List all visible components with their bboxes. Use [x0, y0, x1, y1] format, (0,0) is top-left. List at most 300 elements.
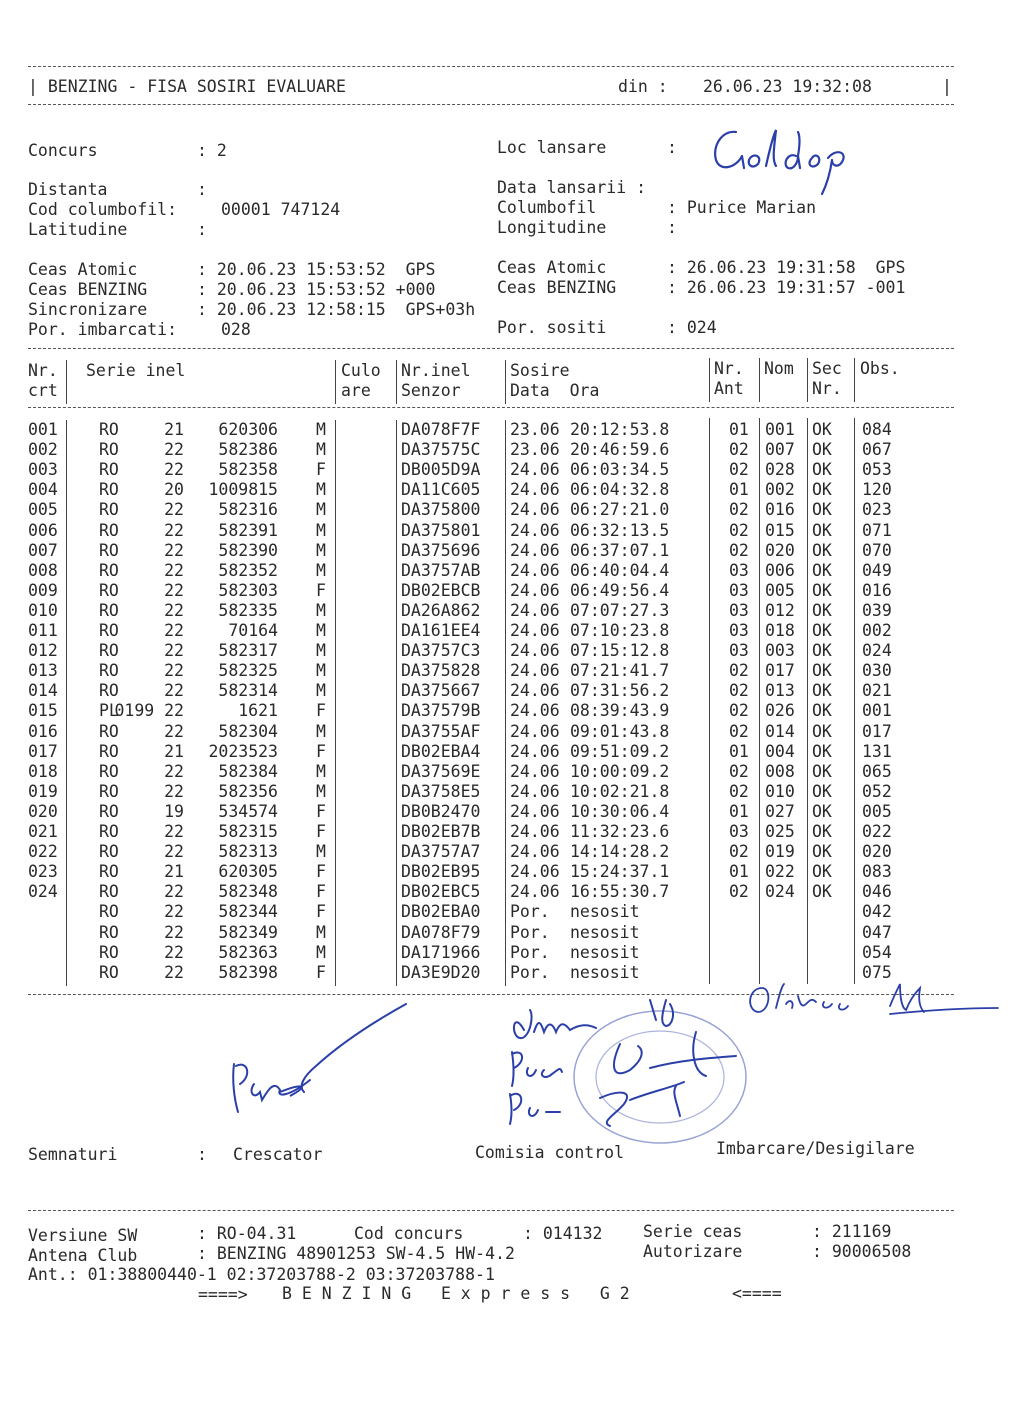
cell-senzor: DA3757C3: [401, 641, 481, 661]
hdr-rule-obs: [854, 358, 855, 402]
cell-obs: 016: [862, 580, 892, 600]
cell-sec: OK: [812, 580, 832, 600]
report-title: | BENZING - FISA SOSIRI EVALUARE: [28, 77, 346, 96]
cell-data: Por.: [510, 962, 550, 982]
cell-an: 21: [164, 862, 184, 882]
cell-nr: 024: [28, 882, 58, 902]
left-clock-label-3: Por. imbarcati:: [28, 320, 178, 339]
cell-data: 24.06: [510, 580, 560, 600]
cell-ora: 09:51:09.2: [570, 741, 670, 761]
cell-tara: PL: [99, 701, 119, 721]
cell-tara: RO: [99, 801, 119, 821]
cell-ant: 02: [729, 520, 749, 540]
cell-tara: RO: [99, 661, 119, 681]
data-lansarii-label: Data lansarii :: [497, 178, 647, 197]
cell-obs: 052: [862, 781, 892, 801]
cell-data: 24.06: [510, 701, 560, 721]
cell-sec: OK: [812, 822, 832, 841]
cell-senzor: DA3757A7: [401, 842, 481, 862]
cell-sex: M: [316, 681, 326, 701]
cell-nom: 006: [765, 560, 795, 580]
cell-data: 24.06: [510, 822, 560, 841]
cell-an: 22: [164, 721, 184, 741]
cell-ant: 02: [729, 681, 749, 701]
cell-tara: RO: [99, 600, 119, 620]
cell-senzor: DA3757AB: [401, 560, 481, 580]
cell-nr: 008: [28, 560, 58, 580]
cell-obs: 053: [862, 460, 892, 480]
cell-ant: 02: [729, 500, 749, 520]
cell-an: 22: [164, 500, 184, 520]
cell-tara: RO: [99, 781, 119, 801]
din-value: 26.06.23 19:32:08: [703, 77, 872, 96]
title-dash-line: [28, 104, 954, 105]
cell-senzor: DA375828: [401, 661, 481, 681]
longitudine-label: Longitudine: [497, 218, 607, 237]
cell-serie: 534574: [218, 801, 278, 821]
cell-tara: RO: [99, 902, 119, 922]
cell-nr: 017: [28, 741, 58, 761]
cell-sec: OK: [812, 701, 832, 721]
cell-an: 22: [164, 641, 184, 661]
cell-sex: M: [316, 842, 326, 862]
cell-data: 24.06: [510, 540, 560, 560]
cell-ora: 20:46:59.6: [570, 440, 670, 460]
footer-dash-line: [28, 1210, 954, 1211]
cell-nom: 005: [765, 580, 795, 600]
cell-senzor: DA375696: [401, 540, 481, 560]
cell-ant: 02: [729, 440, 749, 460]
cell-nr: 022: [28, 842, 58, 862]
left-clock-label-2: Sincronizare: [28, 300, 148, 319]
col-nr-header-1: Nr.: [28, 361, 58, 380]
cell-obs: 001: [862, 701, 892, 721]
cell-data: 24.06: [510, 801, 560, 821]
cell-nom: 020: [765, 540, 795, 560]
cod-concurs-value: : 014132: [523, 1224, 603, 1243]
cell-ant: 03: [729, 621, 749, 640]
cell-nr: 016: [28, 721, 58, 741]
cell-tara: RO: [99, 621, 119, 640]
cell-nom: 004: [765, 741, 795, 761]
cell-sec: OK: [812, 621, 832, 640]
top-dash-line: [28, 66, 954, 67]
cell-sex: M: [316, 661, 326, 681]
cell-sex: M: [316, 520, 326, 540]
cell-obs: 070: [862, 540, 892, 560]
cell-serie: 1009815: [208, 480, 278, 500]
cell-nr: 007: [28, 540, 58, 560]
cell-nr: 001: [28, 420, 58, 439]
cell-data: 24.06: [510, 781, 560, 801]
cell-sex: M: [316, 420, 326, 439]
cell-data: 24.06: [510, 520, 560, 540]
cell-an: 22: [164, 621, 184, 640]
cell-senzor: DA3E9D20: [401, 962, 481, 982]
cell-sex: M: [316, 500, 326, 520]
cell-nom: 017: [765, 661, 795, 681]
cell-ant: 03: [729, 600, 749, 620]
cell-senzor: DA37569E: [401, 761, 481, 781]
cell-tara: RO: [99, 440, 119, 460]
cell-ora: 10:00:09.2: [570, 761, 670, 781]
cell-sex: F: [316, 801, 326, 821]
table-row: [0, 661, 1024, 681]
cell-obs: 020: [862, 842, 892, 862]
cell-serie: 582317: [218, 641, 278, 661]
signature-comisia: [500, 996, 760, 1132]
cell-tara: RO: [99, 842, 119, 862]
loc-lansare-sep: :: [667, 138, 677, 157]
cell-tara: RO: [99, 741, 119, 761]
cell-tara: RO: [99, 460, 119, 480]
cell-an: 22: [164, 902, 184, 922]
cell-ant: 02: [729, 781, 749, 801]
cell-tara: RO: [99, 520, 119, 540]
cell-sex: M: [316, 761, 326, 781]
cell-sex: M: [316, 721, 326, 741]
cell-data: 24.06: [510, 842, 560, 862]
table-row: [0, 621, 1024, 641]
cell-sec: OK: [812, 420, 832, 439]
cell-nr: 005: [28, 500, 58, 520]
cell-sec: OK: [812, 460, 832, 480]
cell-obs: 071: [862, 520, 892, 540]
cell-data: 24.06: [510, 600, 560, 620]
cell-ora: 06:37:07.1: [570, 540, 670, 560]
cell-an: 22: [164, 600, 184, 620]
cell-tara: RO: [99, 761, 119, 781]
left-clock-label-1: Ceas BENZING: [28, 280, 148, 299]
cell-nr: 011: [28, 621, 58, 640]
longitudine-value: :: [667, 218, 677, 237]
cell-nom: 003: [765, 641, 795, 661]
cell-sec: OK: [812, 681, 832, 701]
cell-sec: OK: [812, 661, 832, 681]
cell-sex: M: [316, 440, 326, 460]
cell-tara: RO: [99, 822, 119, 841]
cell-data: Por.: [510, 942, 550, 962]
cell-serie: 582386: [218, 440, 278, 460]
hdr-rule-nrinel: [396, 360, 397, 404]
left-clock-label-0: Ceas Atomic: [28, 260, 138, 279]
cell-ora: 10:30:06.4: [570, 801, 670, 821]
cell-senzor: DA3755AF: [401, 721, 481, 741]
cell-sec: OK: [812, 781, 832, 801]
cell-sec: OK: [812, 842, 832, 862]
cell-senzor: DB02EB7B: [401, 822, 481, 841]
cell-data: 24.06: [510, 560, 560, 580]
cell-serie: 620306: [218, 420, 278, 439]
cell-obs: 046: [862, 882, 892, 902]
distanta-label: Distanta: [28, 180, 108, 199]
cell-an: 22: [164, 942, 184, 962]
cell-senzor: DA161EE4: [401, 621, 481, 640]
cell-nr: 019: [28, 781, 58, 801]
cell-serie: 582352: [218, 560, 278, 580]
cell-serie: 582335: [218, 600, 278, 620]
cell-senzor: DA375801: [401, 520, 481, 540]
cell-obs: 049: [862, 560, 892, 580]
cell-obs: 039: [862, 600, 892, 620]
cell-sex: M: [316, 922, 326, 942]
cell-tara: RO: [99, 540, 119, 560]
cell-sex: F: [316, 701, 326, 721]
cell-obs: 023: [862, 500, 892, 520]
autorizare-label: Autorizare: [643, 1242, 743, 1261]
cell-nom: 027: [765, 801, 795, 821]
table-header-dash-line: [28, 407, 954, 408]
autorizare-value: : 90006508: [812, 1242, 912, 1261]
table-row: [0, 862, 1024, 882]
cell-ant: 02: [729, 882, 749, 902]
cell-serie: 582384: [218, 761, 278, 781]
cell-serie: 582303: [218, 580, 278, 600]
antena-label: Antena Club: [28, 1246, 138, 1265]
cell-an: 22: [164, 781, 184, 801]
table-row: [0, 822, 1024, 842]
cell-data: 24.06: [510, 721, 560, 741]
cell-senzor: DA078F7F: [401, 420, 481, 439]
right-clock-value-1: : 26.06.23 19:31:57 -001: [667, 278, 906, 297]
cell-serie: 582313: [218, 842, 278, 862]
cell-nom: 016: [765, 500, 795, 520]
cell-data: 24.06: [510, 641, 560, 661]
cell-data: 23.06: [510, 420, 560, 439]
table-row: [0, 762, 1024, 782]
cell-obs: 021: [862, 681, 892, 701]
cell-obs: 022: [862, 822, 892, 841]
cell-tara: RO: [99, 862, 119, 882]
cell-serie: 582325: [218, 661, 278, 681]
left-clock-value-2: : 20.06.23 12:58:15 GPS+03h: [197, 300, 476, 319]
left-clock-value-0: : 20.06.23 15:53:52 GPS: [197, 260, 436, 279]
cell-nom: 002: [765, 480, 795, 500]
cell-senzor: DA375667: [401, 681, 481, 701]
cell-nom: 015: [765, 520, 795, 540]
cell-obs: 083: [862, 862, 892, 882]
cell-data: 24.06: [510, 621, 560, 640]
signature-imbarcare-label: Imbarcare/Desigilare: [716, 1139, 915, 1158]
cell-ant: 03: [729, 822, 749, 841]
right-clock-label-1: Ceas BENZING: [497, 278, 617, 297]
col-culo-header-2: are: [341, 381, 371, 400]
cell-an: 22: [164, 882, 184, 902]
cell-an: 0199 22: [114, 701, 184, 721]
cell-data: 24.06: [510, 741, 560, 761]
col-serie-header: Serie inel: [86, 361, 186, 380]
cell-sex: F: [316, 962, 326, 982]
cell-sex: M: [316, 540, 326, 560]
right-clock-label-0: Ceas Atomic: [497, 258, 607, 277]
cell-nr: 002: [28, 440, 58, 460]
cell-ora: 15:24:37.1: [570, 862, 670, 882]
cell-sex: F: [316, 822, 326, 841]
versiune-label: Versiune SW: [28, 1226, 138, 1245]
cell-ora: 08:39:43.9: [570, 701, 670, 721]
cell-ora: nesosit: [570, 962, 640, 982]
cell-nom: 022: [765, 862, 795, 882]
cell-senzor: DA3758E5: [401, 781, 481, 801]
hdr-rule-culo: [335, 360, 336, 404]
cell-sec: OK: [812, 600, 832, 620]
col-nrinel-header-2: Senzor: [401, 381, 461, 400]
cell-serie: 582363: [218, 942, 278, 962]
cell-senzor: DA375800: [401, 500, 481, 520]
cell-tara: RO: [99, 560, 119, 580]
table-row: [0, 943, 1024, 963]
cell-ant: 01: [729, 480, 749, 500]
left-clock-value-1: : 20.06.23 15:53:52 +000: [197, 280, 436, 299]
cell-sex: F: [316, 741, 326, 761]
columbofil-label: Columbofil: [497, 198, 597, 217]
banner-left-arrow: ====>: [198, 1285, 248, 1304]
cell-ora: 06:32:13.5: [570, 520, 670, 540]
antennas-line: Ant.: 01:38800440-1 02:37203788-2 03:37203788-1: [28, 1265, 495, 1284]
signature-comisia-label: Comisia control: [475, 1143, 625, 1162]
cell-nr: 013: [28, 661, 58, 681]
cell-obs: 002: [862, 621, 892, 640]
cell-obs: 067: [862, 440, 892, 460]
versiune-value: : RO-04.31: [197, 1224, 297, 1243]
table-row: [0, 722, 1024, 742]
cell-nom: 013: [765, 681, 795, 701]
cell-sec: OK: [812, 480, 832, 500]
cell-tara: RO: [99, 641, 119, 661]
cell-an: 22: [164, 440, 184, 460]
cell-senzor: DA37575C: [401, 440, 481, 460]
signature-crescator-label: Crescator: [233, 1145, 323, 1164]
cell-nr: 003: [28, 460, 58, 480]
cell-ant: 02: [729, 842, 749, 862]
cell-nr: 021: [28, 822, 58, 841]
table-row: [0, 641, 1024, 661]
cell-senzor: DA37579B: [401, 701, 481, 721]
col-obs-header: Obs.: [860, 359, 900, 378]
cell-obs: 047: [862, 922, 892, 942]
cell-serie: 2023523: [208, 741, 278, 761]
cell-serie: 582314: [218, 681, 278, 701]
cell-serie: 582344: [218, 902, 278, 922]
cell-tara: RO: [99, 580, 119, 600]
loc-lansare-handwriting: [700, 118, 870, 198]
antena-value: : BENZING 48901253 SW-4.5 HW-4.2: [197, 1244, 515, 1263]
cell-senzor: DB005D9A: [401, 460, 481, 480]
cell-serie: 582398: [218, 962, 278, 982]
latitudine-value: :: [197, 220, 207, 239]
cell-serie: 1621: [238, 701, 278, 721]
din-label: din :: [618, 77, 668, 96]
cod-columbofil-value: 00001 747124: [221, 200, 341, 219]
cell-an: 22: [164, 681, 184, 701]
cell-senzor: DA11C605: [401, 480, 481, 500]
cell-sec: OK: [812, 500, 832, 520]
cell-ora: 06:04:32.8: [570, 480, 670, 500]
cell-sec: OK: [812, 520, 832, 540]
cell-ora: nesosit: [570, 902, 640, 922]
cell-ora: 09:01:43.8: [570, 721, 670, 741]
cell-ant: 01: [729, 801, 749, 821]
cell-data: 24.06: [510, 862, 560, 882]
cell-senzor: DB02EBA0: [401, 902, 481, 922]
cell-ora: 11:32:23.6: [570, 822, 670, 841]
cell-sec: OK: [812, 862, 832, 882]
cell-sex: M: [316, 480, 326, 500]
distanta-value: :: [197, 180, 207, 199]
right-clock-value-0: : 26.06.23 19:31:58 GPS: [667, 258, 906, 277]
right-clock-label-2: Por. sositi: [497, 318, 607, 337]
cell-data: Por.: [510, 922, 550, 942]
cell-nr: 014: [28, 681, 58, 701]
cell-data: 24.06: [510, 681, 560, 701]
cell-data: 24.06: [510, 661, 560, 681]
cell-tara: RO: [99, 882, 119, 902]
cell-ant: 01: [729, 741, 749, 761]
cell-data: Por.: [510, 902, 550, 922]
cell-data: 24.06: [510, 500, 560, 520]
cell-nr: 006: [28, 520, 58, 540]
hdr-rule-sosire: [505, 360, 506, 404]
col-nrinel-header-1: Nr.inel: [401, 361, 471, 380]
table-row: [0, 440, 1024, 460]
col-sosire-header-1: Sosire: [510, 361, 570, 380]
cell-serie: 582315: [218, 822, 278, 841]
loc-lansare-label: Loc lansare: [497, 138, 607, 157]
table-row: [0, 701, 1024, 721]
cell-ora: 10:02:21.8: [570, 781, 670, 801]
cell-nom: 018: [765, 621, 795, 640]
cell-an: 22: [164, 580, 184, 600]
table-row: [0, 742, 1024, 762]
cell-nr: 023: [28, 862, 58, 882]
cell-nom: 012: [765, 600, 795, 620]
cell-sex: F: [316, 902, 326, 922]
cell-obs: 005: [862, 801, 892, 821]
table-row: [0, 460, 1024, 480]
cell-tara: RO: [99, 480, 119, 500]
hdr-rule-nom: [759, 358, 760, 402]
cell-sex: M: [316, 781, 326, 801]
cell-sex: F: [316, 882, 326, 902]
cell-ora: 07:10:23.8: [570, 621, 670, 640]
cell-sec: OK: [812, 741, 832, 761]
cell-ant: 01: [729, 420, 749, 439]
col-nom-header: Nom: [764, 359, 794, 378]
col-ant-header-2: Ant: [714, 379, 744, 398]
cell-serie: 582356: [218, 781, 278, 801]
cell-sec: OK: [812, 761, 832, 781]
cell-ora: 07:15:12.8: [570, 641, 670, 661]
cell-an: 21: [164, 741, 184, 761]
cell-tara: RO: [99, 721, 119, 741]
right-clock-value-2: : 024: [667, 318, 717, 337]
cell-ora: 06:40:04.4: [570, 560, 670, 580]
table-row: [0, 521, 1024, 541]
cell-nr: 015: [28, 701, 58, 721]
cell-ant: 02: [729, 661, 749, 681]
cell-ora: 06:03:34.5: [570, 460, 670, 480]
cell-serie: 582316: [218, 500, 278, 520]
table-row: [0, 541, 1024, 561]
cell-obs: 065: [862, 761, 892, 781]
col-sec-header-2: Nr.: [812, 379, 842, 398]
cell-tara: RO: [99, 681, 119, 701]
cell-sec: OK: [812, 540, 832, 560]
cell-serie: 582358: [218, 460, 278, 480]
cell-ora: nesosit: [570, 942, 640, 962]
cell-ora: nesosit: [570, 922, 640, 942]
table-row: [0, 581, 1024, 601]
